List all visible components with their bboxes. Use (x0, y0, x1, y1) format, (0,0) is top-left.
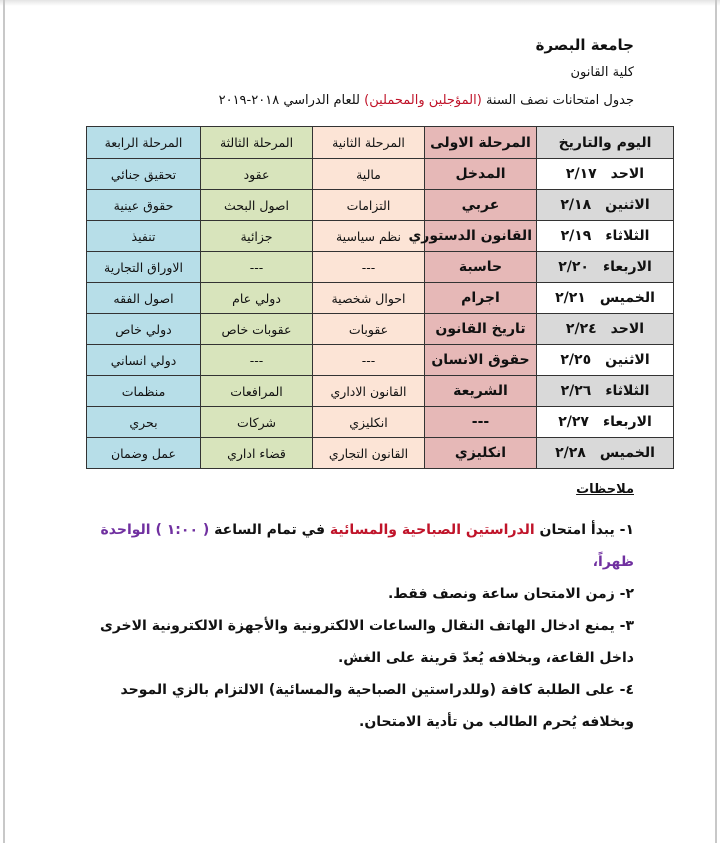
note-4: ٤- على الطلبة كافة (وللدراستين الصباحية والمسائية) الالتزام بالزي الموحد وبخلافه يُحرم الطالب من تأدية الامتحان. (120, 682, 634, 730)
schedule-title-suffix: للعام الدراسي ٢٠١٨-٢٠١٩ (218, 93, 361, 108)
stage-1-subject-cell: حقوق الانسان (425, 345, 537, 376)
stage-1-subject-cell: اجرام (425, 283, 537, 314)
day-name: الاثنين (605, 352, 650, 368)
table-row (87, 345, 674, 376)
stage-1-subject-cell: المدخل (425, 159, 537, 190)
day-date-cell (537, 407, 674, 438)
header-day-date: اليوم والتاريخ (537, 127, 674, 159)
page-frame-left (3, 0, 5, 843)
day-date-cell (537, 438, 674, 469)
stage-1-subject-cell: حاسبة (425, 252, 537, 283)
table-row (87, 407, 674, 438)
day-name: الثلاثاء (605, 228, 650, 244)
exam-date: ٢/١٨ (560, 197, 592, 213)
table-row (87, 376, 674, 407)
header-stage-2: المرحلة الثانية (313, 127, 425, 159)
note-3: ٣- يمنع ادخال الهاتف النقال والساعات الالكترونية والأجهزة الالكترونية الاخرى داخل القاعة، وبخلافه يُعدّ قرينة على الغش. (99, 618, 634, 666)
day-date-cell (537, 283, 674, 314)
stage-3-subject-cell: المرافعات (201, 376, 313, 407)
header-stage-4: المرحلة الرابعة (87, 127, 201, 159)
stage-2-subject-cell: --- (313, 345, 425, 376)
day-date-cell (537, 376, 674, 407)
exam-date: ٢/١٧ (565, 166, 597, 182)
table-row (87, 221, 674, 252)
stage-4-subject-cell: تنفيذ (87, 221, 201, 252)
day-name: الخميس (599, 290, 655, 306)
university-name: جامعة البصرة (535, 36, 634, 54)
day-name: الاربعاء (602, 414, 652, 430)
day-name: الاحد (610, 321, 645, 337)
exam-date: ٢/٢١ (555, 290, 586, 306)
stage-4-subject-cell: بحري (87, 407, 201, 438)
day-name: الثلاثاء (605, 383, 650, 399)
stage-2-subject-cell: انكليزي (313, 407, 425, 438)
schedule-title-highlight: (المؤجلين والمحملين) (364, 93, 482, 108)
stage-2-subject-cell: التزامات (313, 190, 425, 221)
stage-4-subject-cell: دولي انساني (87, 345, 201, 376)
day-name: الاحد (610, 166, 645, 182)
stage-2-subject-cell: احوال شخصية (313, 283, 425, 314)
college-name: كلية القانون (570, 65, 634, 80)
stage-1-subject-cell: تاريخ القانون (425, 314, 537, 345)
stage-3-subject-cell: دولي عام (201, 283, 313, 314)
header-stage-1: المرحلة الاولى (425, 127, 537, 159)
exam-date: ٢/٢٨ (555, 445, 586, 461)
day-date-cell (537, 159, 674, 190)
note-1-number: ١- (619, 522, 634, 538)
schedule-title-prefix: جدول امتحانات نصف السنة (485, 93, 634, 108)
stage-1-subject-cell: عربي (425, 190, 537, 221)
stage-3-subject-cell: عقود (201, 159, 313, 190)
day-date-cell (537, 252, 674, 283)
exam-schedule-table (86, 126, 674, 469)
note-1-highlight-purple: ( ١:٠٠ ) الواحدة ظهراً، (100, 522, 634, 570)
day-date-cell (537, 314, 674, 345)
day-date-cell (537, 345, 674, 376)
table-row (87, 283, 674, 314)
stage-2-subject-cell: نظم سياسية (313, 221, 425, 252)
stage-4-subject-cell: حقوق عينية (87, 190, 201, 221)
note-1 (74, 514, 634, 578)
stage-1-subject-cell: القانون الدستوري (425, 221, 537, 252)
table-row (87, 252, 674, 283)
day-date-cell (537, 190, 674, 221)
table-row (87, 314, 674, 345)
stage-2-subject-cell: القانون الاداري (313, 376, 425, 407)
note-2: ٢- زمن الامتحان ساعة ونصف فقط. (387, 586, 634, 602)
stage-3-subject-cell: --- (201, 252, 313, 283)
exam-date: ٢/٢٧ (558, 414, 589, 430)
stage-1-subject-cell: الشريعة (425, 376, 537, 407)
exam-date: ٢/٢٤ (565, 321, 597, 337)
table-row (87, 159, 674, 190)
stage-4-subject-cell: عمل وضمان (87, 438, 201, 469)
notes-title: ملاحظات (576, 482, 634, 497)
stage-4-subject-cell: دولي خاص (87, 314, 201, 345)
note-1-highlight-red: الدراستين الصباحية والمسائية (329, 522, 535, 538)
stage-2-subject-cell: عقوبات (313, 314, 425, 345)
stage-3-subject-cell: جزائية (201, 221, 313, 252)
note-1-text-a: يبدأ امتحان (539, 522, 615, 538)
stage-3-subject-cell: --- (201, 345, 313, 376)
stage-1-subject-cell: --- (425, 407, 537, 438)
exam-date: ٢/١٩ (560, 228, 592, 244)
page-frame-right (715, 0, 717, 843)
exam-date: ٢/٢٥ (560, 352, 592, 368)
stage-2-subject-cell: القانون التجاري (313, 438, 425, 469)
stage-4-subject-cell: منظمات (87, 376, 201, 407)
table-row (87, 190, 674, 221)
stage-1-subject-cell: انكليزي (425, 438, 537, 469)
header-stage-3: المرحلة الثالثة (201, 127, 313, 159)
note-1-text-b: في تمام الساعة (214, 522, 326, 538)
day-name: الخميس (599, 445, 655, 461)
page-frame-top (0, 0, 720, 6)
stage-2-subject-cell: --- (313, 252, 425, 283)
day-name: الاثنين (605, 197, 650, 213)
stage-2-subject-cell: مالية (313, 159, 425, 190)
stage-4-subject-cell: الاوراق التجارية (87, 252, 201, 283)
table-header-row (87, 127, 674, 159)
exam-date: ٢/٢٦ (560, 383, 592, 399)
stage-3-subject-cell: شركات (201, 407, 313, 438)
day-name: الاربعاء (602, 259, 652, 275)
table-row (87, 438, 674, 469)
exam-date: ٢/٢٠ (558, 259, 589, 275)
notes-list (74, 514, 634, 738)
stage-4-subject-cell: تحقيق جنائي (87, 159, 201, 190)
day-date-cell (537, 221, 674, 252)
stage-4-subject-cell: اصول الفقه (87, 283, 201, 314)
stage-3-subject-cell: اصول البحث (201, 190, 313, 221)
stage-3-subject-cell: قضاء اداري (201, 438, 313, 469)
schedule-title (219, 93, 634, 108)
stage-3-subject-cell: عقوبات خاص (201, 314, 313, 345)
